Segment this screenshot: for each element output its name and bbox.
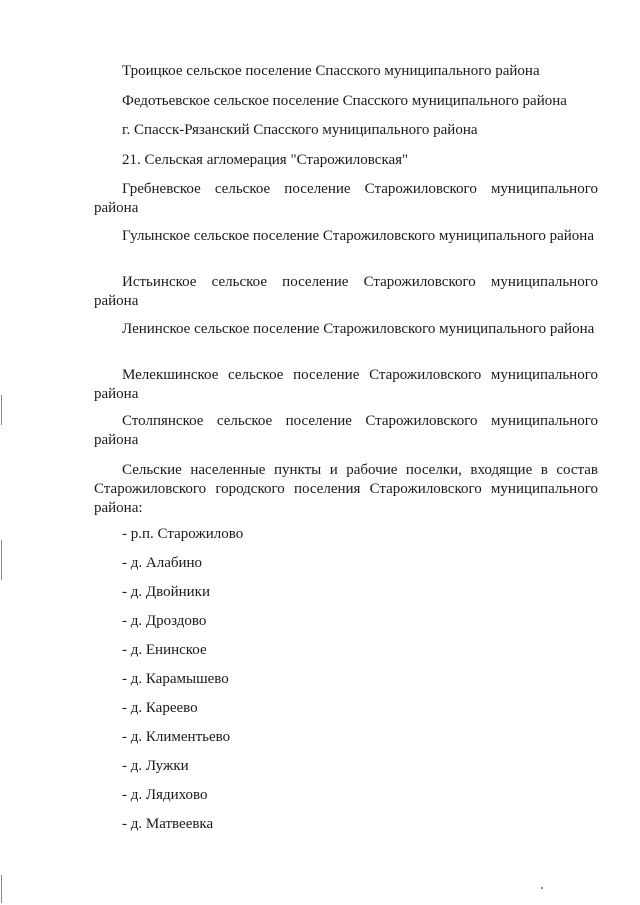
paragraph-troitskoe: Троицкое сельское поселение Спасского муниципального района: [122, 63, 540, 79]
list-item: - д. Дроздово: [122, 613, 207, 629]
list-item: - д. Лужки: [122, 758, 189, 774]
list-item: - д. Енинское: [122, 642, 207, 658]
paragraph-grebnevskoe: Гребневское сельское поселение Старожиловского муниципального района: [94, 181, 598, 216]
scan-speck: [541, 887, 543, 889]
paragraph-spassk-ryazansky: г. Спасск-Рязанский Спасского муниципального района: [122, 122, 478, 138]
scan-edge-mark: [1, 875, 2, 903]
paragraph-gulynskoe: Гулынское сельское поселение Старожиловского муниципального района: [122, 228, 594, 244]
paragraph-settlements-intro: Сельские населенные пункты и рабочие поселки, входящие в состав Старожиловского городского поселения Старожиловского муниципального района:: [94, 462, 598, 516]
paragraph-melekshinskoe: Мелекшинское сельское поселение Старожиловского муниципального района: [94, 367, 598, 402]
list-item: - д. Алабино: [122, 555, 203, 571]
paragraph-fedotevskoe: Федотьевское сельское поселение Спасского муниципального района: [122, 93, 567, 109]
paragraph-leninskoe: Ленинское сельское поселение Старожиловского муниципального района: [122, 321, 595, 337]
section-heading-starozhilovskaya: 21. Сельская агломерация "Старожиловская": [122, 152, 409, 168]
list-item: - д. Лядихово: [122, 787, 208, 803]
scan-edge-mark: [1, 540, 2, 580]
list-item: - д. Матвеевка: [122, 816, 214, 832]
scan-edge-mark: [1, 395, 2, 425]
list-item: - р.п. Старожилово: [122, 526, 244, 542]
paragraph-istinskoe: Истьинское сельское поселение Старожиловского муниципального района: [94, 274, 598, 309]
list-item: - д. Двойники: [122, 584, 210, 600]
paragraph-stolpyanskoe: Столпянское сельское поселение Старожиловского муниципального района: [94, 413, 598, 448]
list-item: - д. Кареево: [122, 700, 198, 716]
list-item: - д. Карамышево: [122, 671, 229, 687]
list-item: - д. Климентьево: [122, 729, 231, 745]
